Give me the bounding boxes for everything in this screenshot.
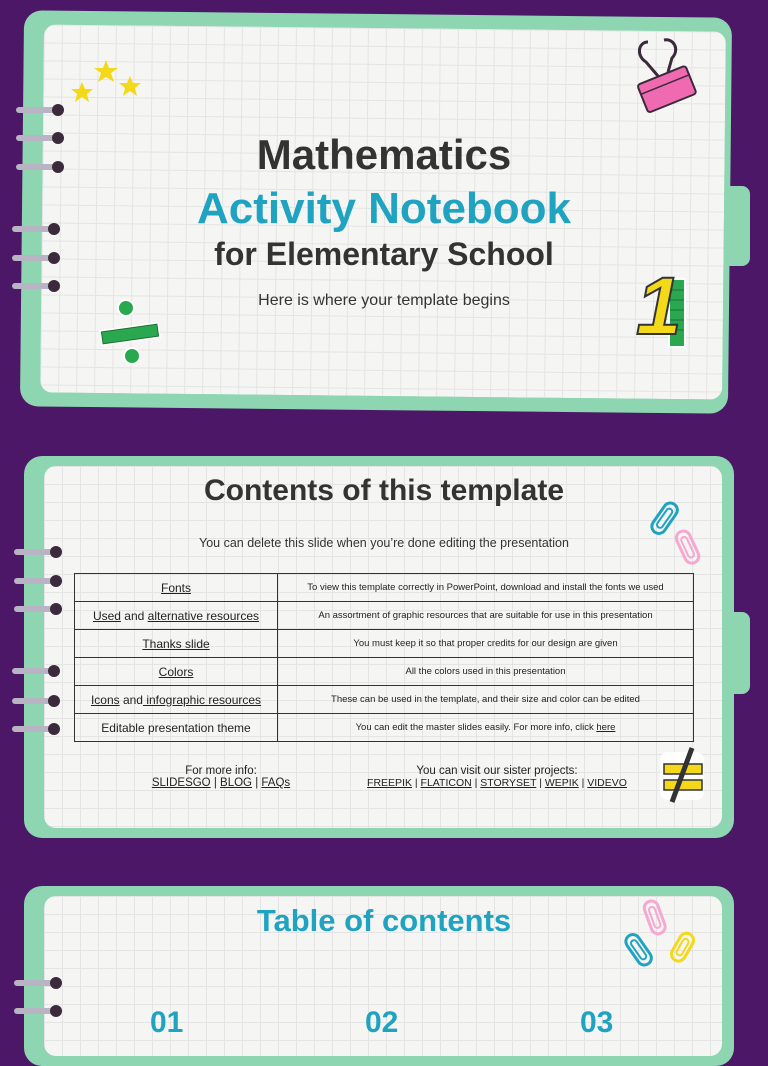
more-info-label: For more info:	[185, 765, 257, 777]
spiral-ring	[12, 726, 56, 732]
contents-description: You can delete this slide when you’re done editing the presentation	[199, 536, 569, 550]
freepik-link[interactable]: FREEPIK	[367, 777, 412, 789]
spiral-ring	[14, 606, 58, 612]
table-cell	[75, 602, 278, 630]
thanks-slide-link[interactable]: Thanks slide	[142, 636, 210, 651]
separator: |	[411, 777, 421, 789]
tagline: for Elementary School	[214, 236, 554, 272]
table-cell-text: and	[119, 692, 143, 707]
fonts-link[interactable]: Fonts	[160, 580, 191, 595]
binder-clip-icon	[628, 36, 704, 116]
section-number: 03	[580, 1006, 614, 1039]
table-cell: To view this template correctly in PowerPoint, download and install the fonts we used	[278, 574, 694, 602]
table-cell: These can be used in the template, and their size and color can be edited	[278, 686, 694, 714]
spiral-ring	[12, 698, 56, 704]
separator: |	[471, 777, 481, 789]
slide-title	[0, 0, 768, 420]
more-info-links	[130, 777, 312, 789]
toc-title: Table of contents	[256, 903, 512, 938]
not-equal-icon	[654, 744, 710, 806]
used-link[interactable]: Used	[92, 608, 121, 623]
separator: |	[578, 777, 588, 789]
stars-icon	[68, 56, 148, 108]
spiral-ring	[14, 1008, 58, 1014]
slidesgo-link[interactable]: SLIDESGO	[151, 777, 211, 789]
more-info-block	[130, 765, 312, 789]
sister-projects-links	[356, 777, 638, 789]
wepik-link[interactable]: WEPIK	[544, 777, 579, 789]
contents-table	[74, 573, 694, 742]
table-cell	[75, 686, 278, 714]
alternative-resources-link[interactable]: alternative resources	[147, 608, 260, 623]
table-cell: Editable presentation theme	[75, 714, 278, 742]
spiral-ring	[12, 283, 56, 289]
spiral-ring	[16, 107, 60, 113]
separator: |	[210, 777, 221, 789]
storyset-link[interactable]: STORYSET	[480, 777, 537, 789]
here-link[interactable]: here	[596, 722, 616, 733]
table-cell	[75, 658, 278, 686]
icons-link[interactable]: Icons	[90, 692, 120, 707]
flaticon-link[interactable]: FLATICON	[420, 777, 472, 789]
description: Here is where your template begins	[258, 292, 510, 309]
table-row	[75, 686, 694, 714]
table-cell	[75, 630, 278, 658]
number-one-sticker	[632, 261, 692, 352]
section-number: 02	[365, 1006, 399, 1039]
separator: |	[536, 777, 545, 789]
spiral-ring	[14, 980, 58, 986]
table-row	[75, 714, 694, 742]
table-cell-text: You can edit the master slides easily. For more info, click	[355, 722, 597, 733]
section-number: 01	[150, 1006, 184, 1039]
blog-link[interactable]: BLOG	[220, 777, 252, 789]
notebook-tab	[730, 612, 750, 694]
subtitle: Activity Notebook	[196, 184, 572, 233]
table-row	[75, 574, 694, 602]
table-row	[75, 630, 694, 658]
colors-link[interactable]: Colors	[158, 664, 194, 679]
separator: |	[252, 777, 262, 789]
videvo-link[interactable]: VIDEVO	[587, 777, 627, 789]
table-cell[interactable]	[75, 574, 278, 602]
table-cell: You must keep it so that proper credits for our design are given	[278, 630, 694, 658]
table-cell: All the colors used in this presentation	[278, 658, 694, 686]
table-cell	[278, 714, 694, 742]
table-row	[75, 602, 694, 630]
faqs-link[interactable]: FAQs	[261, 777, 291, 789]
big-number: 1	[636, 261, 682, 352]
table-row	[75, 658, 694, 686]
sister-projects-block	[356, 765, 638, 789]
infographic-resources-link[interactable]: infographic resources	[142, 692, 262, 707]
table-cell-text: and	[120, 608, 148, 623]
table-cell: An assortment of graphic resources that are suitable for use in this presentation	[278, 602, 694, 630]
spiral-ring	[14, 578, 58, 584]
contents-title: Contents of this template	[203, 474, 564, 507]
title: Mathematics	[256, 131, 512, 178]
sister-projects-label: You can visit our sister projects:	[416, 765, 578, 777]
spiral-ring	[12, 668, 56, 674]
